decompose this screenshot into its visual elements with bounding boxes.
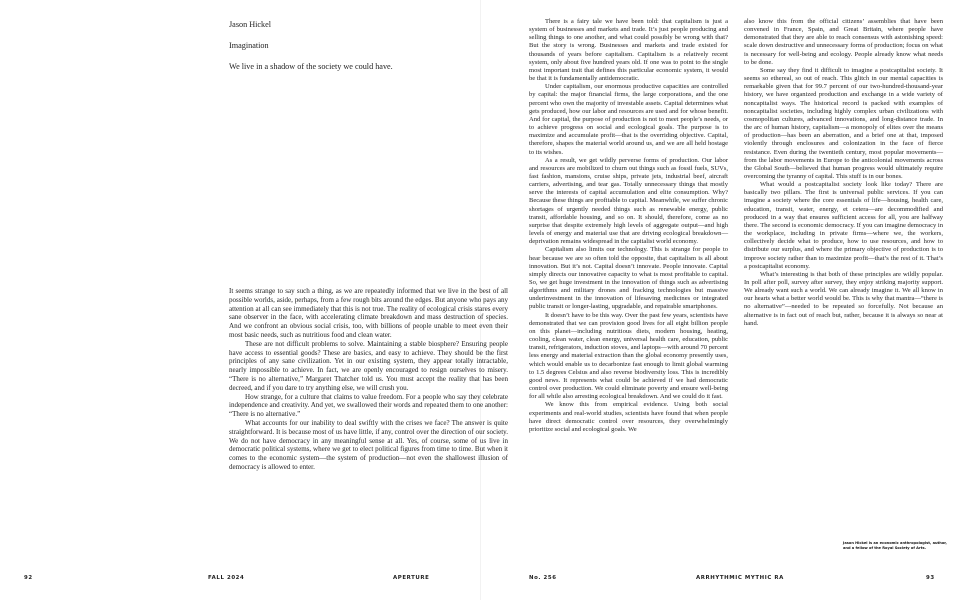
- paragraph: It seems strange to say such a thing, as we are repeatedly informed that we live in the best of all possible worlds, aside, perhaps, from a few rough bits around the edges. But anyone who pays any attention at all can see immediately that this is not true. The reality of ecological crisis stares every sane observer in the face, with accelerating climate breakdown and mass destruction of species. And we confront an obvious social crisis, too, with billions of people unable to meet even their most basic needs, such as nutritious food and clean water.: [229, 287, 508, 339]
- paragraph: What would a postcapitalist society look like today? There are basically two pillars. The first is universal public services. If you can imagine a society where the core essentials of life—housing, health care, education, transit, water, energy, et cetera—are decommodified and produced in a way that ensures sufficient access for all, you are halfway there. The second is economic democracy. If you can imagine democracy in the workplace, including in private firms—where we, the workers, collectively decide what to produce, how to use resources, and how to distribute our surplus, and where the primary objective of production is to improve society rather than to maximize profit—that’s the rest of it. That’s a postcapitalist economy.: [744, 181, 943, 270]
- paragraph: Some say they find it difficult to imagine a postcapitalist society. It seems so ethereal, so out of reach. This glitch in our mental capacities is remarkable given that for 99.7 percent of our two-hundred-thousand-year history, we have organized production and exchange in a wide variety of noncapitalist ways. The historical record is packed with examples of noncapitalist societies, including highly complex urban civilizations with cosmopolitan cultures, advanced innovations, and long-distance trade. In the arc of human history, capitalism—a monopoly of elites over the means of production—has been an aberration, and a brief one at that, imposed violently through enclosures and colonization in the face of fierce resistance. Even during the twentieth century, most popular movements—from the labor movements in Europe to the anticolonial movements across the Global South—believed that human progress would ultimately require overcoming the tyranny of capital. This stuff is in our bones.: [744, 66, 943, 180]
- section-title: Imagination: [229, 41, 269, 50]
- left-body-column: [229, 287, 508, 472]
- paragraph: These are not difficult problems to solve. Maintaining a stable biosphere? Ensuring people have access to essential goods? These are basics, and easy to achieve. They should be the first principles of any sane civilization. Yet in our existing system, they appear totally intractable, nearly impossible to achieve. In fact, we are openly encouraged to resign ourselves to misery. “There is no alternative,” Margaret Thatcher told us. You must accept the reality that has been decreed, and if you dare to try anything else, we will crush you.: [229, 339, 508, 392]
- article-header: [229, 20, 509, 83]
- running-title: ARRHYTHMIC MYTHIC RA: [696, 575, 784, 581]
- right-body-column-b: [744, 18, 943, 328]
- paragraph: As a result, we get wildly perverse forms of production. Our labor and resources are mobilized to churn out things such as fossil fuels, SUVs, fast fashion, mansions, cruise ships, private jets, industrial beef, aircraft carriers, advertising, and tear gas. Totally unnecessary things that mostly serve the interests of capital accumulation and elite consumption. Why? Because these things are profitable to capital. Meanwhile, we suffer chronic shortages of urgently needed things such as renewable energy, public transit, affordable housing, and so on. It should, therefore, come as no surprise that despite extremely high levels of aggregate output—and high levels of energy and material use that are driving ecological breakdown—deprivation remains widespread in the capitalist world economy.: [529, 156, 728, 246]
- magazine-name: APERTURE: [393, 575, 430, 581]
- paragraph: also know this from the official citizens’ assemblies that have been convened in France, Spain, and Great Britain, where people have demonstrated that they are able to reach consensus with astonishing speed: scale down destructive and unnecessary forms of production; focus on what is necessary for well-being and ecology. People already know what needs to be done.: [744, 18, 943, 66]
- paragraph: There is a fairy tale we have been told: that capitalism is just a system of businesses and markets and trade. It’s just people producing and selling things to one another, and what could possibly be wrong with that? But the story is wrong. Businesses and markets and trade existed for thousands of years before capitalism. Capitalism is a relatively recent system, only about five hundred years old. If one was to point to the single most important trait that defines this particular economic system, it would be that it is fundamentally antidemocratic.: [529, 18, 728, 83]
- paragraph: What’s interesting is that both of these principles are wildly popular. In poll after poll, survey after survey, they enjoy striking majority support. We already want such a world. We can already imagine it. We all know in our hearts what a better world would be. This is why that mantra—“there is no alternative”—needed to be repeated so forcefully. Not because an alternative is in fact out of reach but, rather, because it is always so near at hand.: [744, 270, 943, 327]
- left-page-number: 92: [24, 575, 33, 581]
- paragraph: We know this from empirical evidence. Using both social experiments and real-world studies, scientists have found that when people have direct democratic control over resources, they overwhelmingly prioritize social and ecological goals. We: [529, 401, 728, 433]
- right-body-column-a: [529, 18, 728, 434]
- paragraph: What accounts for our inability to deal swiftly with the crises we face? The answer is quite straightforward. It is because most of us have little, if any, control over the direction of our society. We do not have democracy in any meaningful sense at all. Yes, of course, some of us live in democratic political systems, where we get to elect political figures from time to time. But when it comes to the economic system—the system of production—not even the shallowest illusion of democracy is allowed to enter.: [229, 418, 508, 471]
- issue-number: No. 256: [529, 575, 557, 581]
- paragraph: How strange, for a culture that claims to value freedom. For a people who say they celebrate independence and creativity. And yet, we swallowed their words and repeated them to one another: “There is no alternative.”: [229, 392, 508, 419]
- paragraph: Capitalism also limits our technology. This is strange for people to hear because we are so often told the opposite, that capitalism is all about innovation. But it’s not. Capital doesn’t innovate. People innovate. Capital simply directs our innovative capacity to what is most profitable to capital. So, we get huge investment in the innovation of things such as advertising algorithms and military drones and fracking technologies but massive underinvestment in the innovation of lifesaving medicines or integrated public transit or longer-lasting, upgradable, and repairable smartphones.: [529, 246, 728, 311]
- author-bio: Jason Hickel is an economic anthropologist, author, and a fellow of the Royal Society of Arts.: [843, 541, 947, 550]
- paragraph: It doesn’t have to be this way. Over the past few years, scientists have demonstrated that we can provision good lives for all eight billion people on this planet—including nutritious diets, modern housing, heating, cooling, clean water, clean energy, universal health care, education, public transit, refrigerators, induction stoves, and laptops—with around 70 percent less energy and material extraction than the global economy presently uses, which would enable us to decarbonize fast enough to limit global warming to 1.5 degrees Celsius and also reverse biodiversity loss. This is incredibly good news. It represents what could be achieved if we had democratic control over production. We could eliminate poverty and ensure well-being for all while also arresting ecological breakdown. And we could do it fast.: [529, 311, 728, 401]
- issue-season: FALL 2024: [208, 575, 245, 581]
- epigraph: We live in a shadow of the society we could have.: [229, 62, 393, 71]
- right-page-number: 93: [926, 575, 935, 581]
- paragraph: Under capitalism, our enormous productive capacities are controlled by capital: the major financial firms, the large corporations, and the one percent who own the majority of investable assets. Capital determines what gets produced, how our labor and resources are used and for whose benefit. And for capital, the purpose of production is not to meet people’s needs, or to achieve progress on social and ecological goals. The purpose is to maximize and accumulate profit—that is the overriding objective. Capital, therefore, shapes the material world around us, and we are all held hostage to its wishes.: [529, 83, 728, 156]
- author-name: Jason Hickel: [229, 20, 272, 29]
